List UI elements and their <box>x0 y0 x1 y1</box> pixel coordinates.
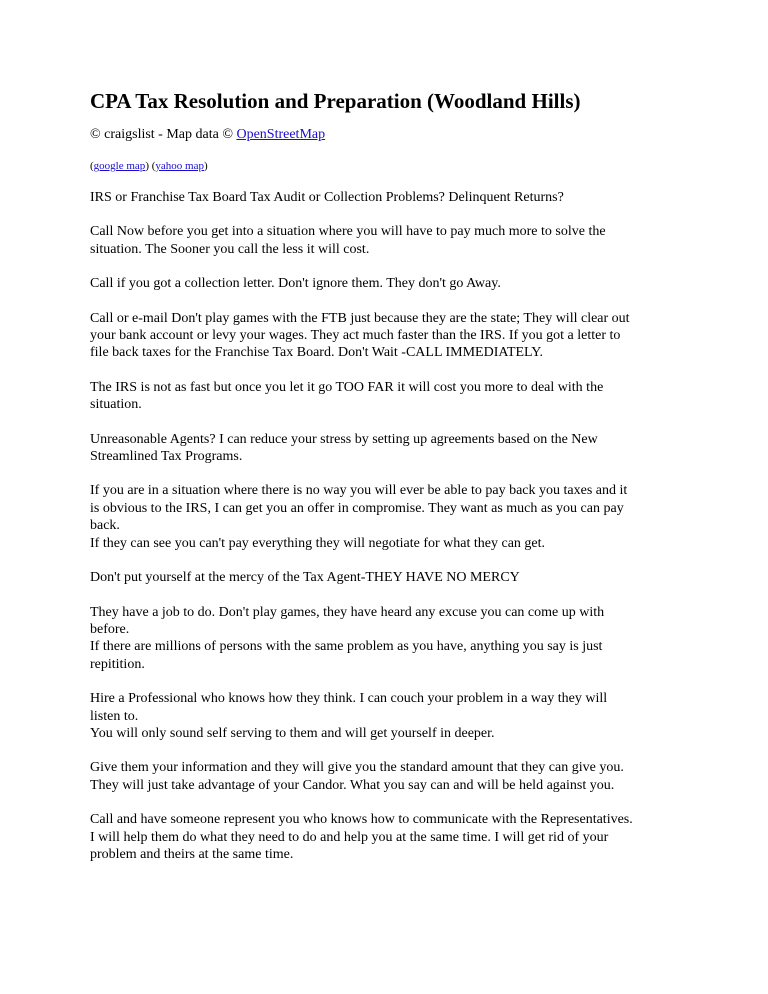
paragraph <box>90 223 682 258</box>
yahoo-map-link[interactable]: yahoo map <box>155 160 204 172</box>
paragraph <box>90 379 682 414</box>
text-line: If they can see you can't pay everything they will negotiate for what they can get. <box>90 535 546 551</box>
text-line: I will help them do what they need to do and help you at the same time. I will get rid of your <box>90 829 609 845</box>
paragraph <box>90 569 682 586</box>
text-line: back. <box>90 518 120 534</box>
paragraph <box>90 690 682 742</box>
body-text <box>90 189 682 863</box>
paren-separator: ) ( <box>145 160 156 172</box>
text-line: problem and theirs at the same time. <box>90 846 294 862</box>
text-line: IRS or Franchise Tax Board Tax Audit or Collection Problems? Delinquent Returns? <box>90 190 564 205</box>
text-line: Call or e-mail Don't play games with the FTB just because they are the state; They will clear out <box>90 310 630 326</box>
text-line: before. <box>90 621 130 637</box>
credit-text: © craigslist - Map data © <box>90 127 237 142</box>
text-line: Hire a Professional who knows how they think. I can couch your problem in a way they will <box>90 691 608 707</box>
text-line: Call and have someone represent you who knows how to communicate with the Representatives. <box>90 812 633 828</box>
paren-open: ( <box>90 160 94 172</box>
paragraph <box>90 811 682 863</box>
text-line: listen to. <box>90 708 139 724</box>
paren-close: ) <box>203 160 208 172</box>
text-line: If you are in a situation where there is no way you will ever be able to pay back you taxes and it <box>90 483 628 499</box>
text-line: Call Now before you get into a situation where you will have to pay much more to solve the <box>90 224 606 240</box>
text-line: You will only sound self serving to them and will get yourself in deeper. <box>90 725 495 741</box>
map-credit <box>90 126 682 143</box>
text-line: your bank account or levy your wages. They act much faster than the IRS. If you got a letter to <box>90 328 621 344</box>
paragraph <box>90 604 682 674</box>
paragraph <box>90 275 682 292</box>
text-line: Unreasonable Agents? I can reduce your stress by setting up agreements based on the New <box>90 431 598 447</box>
text-line: They will just take advantage of your Candor. What you say can and will be held against you. <box>90 777 615 793</box>
text-line: situation. The Sooner you call the less it will cost. <box>90 241 370 257</box>
google-map-link[interactable]: google map <box>93 160 146 172</box>
text-line: Streamlined Tax Programs. <box>90 449 243 465</box>
text-line: If there are millions of persons with the same problem as you have, anything you say is just <box>90 639 603 655</box>
document-page <box>90 88 682 880</box>
page-title: CPA Tax Resolution and Preparation (Woodland Hills) <box>90 89 581 113</box>
paragraph <box>90 759 682 794</box>
paragraph <box>90 189 682 206</box>
text-line: is obvious to the IRS, I can get you an offer in compromise. They want as much as you can pay <box>90 500 624 516</box>
text-line: The IRS is not as fast but once you let it go TOO FAR it will cost you more to deal with the <box>90 379 604 395</box>
paragraph <box>90 482 682 552</box>
text-line: file back taxes for the Franchise Tax Board. Don't Wait -CALL IMMEDIATELY. <box>90 345 544 361</box>
paragraph <box>90 310 682 362</box>
text-line: situation. <box>90 397 142 413</box>
text-line: Don't put yourself at the mercy of the Tax Agent-THEY HAVE NO MERCY <box>90 570 520 586</box>
text-line: repitition. <box>90 656 145 672</box>
map-links <box>90 159 682 173</box>
text-line: Give them your information and they will give you the standard amount that they can give you. <box>90 760 624 776</box>
paragraph <box>90 431 682 466</box>
openstreetmap-link[interactable]: OpenStreetMap <box>236 127 326 142</box>
text-line: They have a job to do. Don't play games, they have heard any excuse you can come up with <box>90 604 605 620</box>
text-line: Call if you got a collection letter. Don't ignore them. They don't go Away. <box>90 276 501 292</box>
